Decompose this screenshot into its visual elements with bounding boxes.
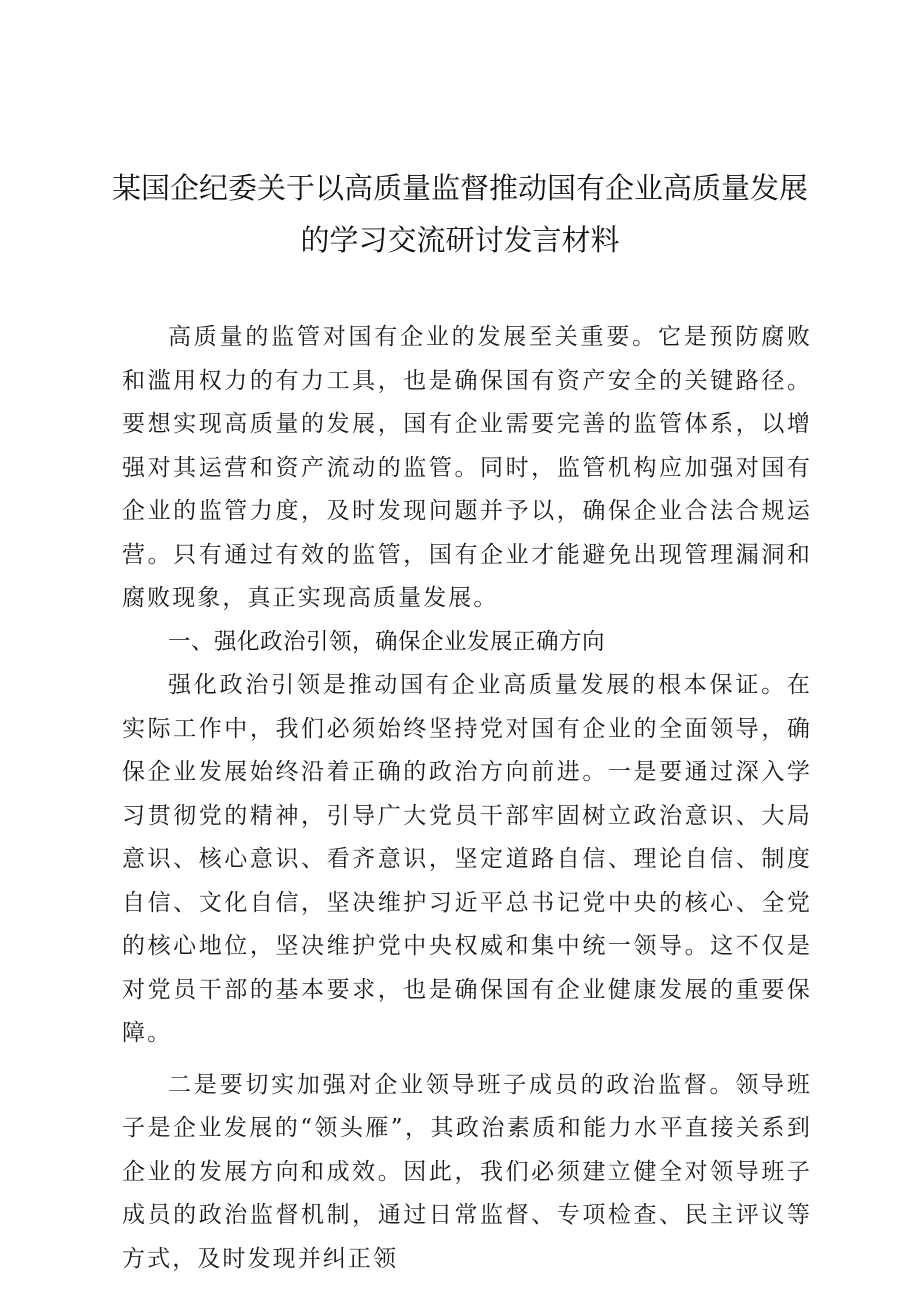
- paragraph-spacer: [122, 1056, 812, 1064]
- section-1-paragraph-2: 二是要切实加强对企业领导班子成员的政治监督。领导班子是企业发展的“领头雁”，其政治素质和能力水平直接关系到企业的发展方向和成效。因此，我们必须建立健全对领导班子成员的政治监督机制，通过日常监督、专项检查、民主评议等方式，及时发现并纠正领: [122, 1071, 812, 1272]
- section-1-paragraph-1: 强化政治引领是推动国有企业高质量发展的根本保证。在实际工作中，我们必须始终坚持党对国有企业的全面领导，确保企业发展始终沿着正确的政治方向前进。一是要通过深入学习贯彻党的精神，引导广大党员干部牢固树立政治意识、大局意识、核心意识、看齐意识，坚定道路自信、理论自信、制度自信、文化自信，坚决维护习近平总书记党中央的核心、全党的核心地位，坚决维护党中央权威和集中统一领导。这不仅是对党员干部的基本要求，也是确保国有企业健康发展的重要保障。: [122, 672, 812, 1046]
- document-title-line-2: 的学习交流研讨发言材料: [300, 223, 620, 257]
- section-1-heading: 一、强化政治引领，确保企业发展正确方向: [168, 628, 606, 655]
- document-body: [122, 316, 812, 1281]
- intro-paragraph: 高质量的监管对国有企业的发展至关重要。它是预防腐败和滥用权力的有力工具，也是确保国有资产安全的关键路径。要想实现高质量的发展，国有企业需要完善的监管体系，以增强对其运营和资产流动的监管。同时，监管机构应加强对国有企业的监管力度，及时发现问题并予以，确保企业合法合规运营。只有通过有效的监管，国有企业才能避免出现管理漏洞和腐败现象，真正实现高质量发展。: [122, 324, 812, 611]
- document-title-line-1: 某国企纪委关于以高质量监督推动国有企业高质量发展: [111, 171, 808, 205]
